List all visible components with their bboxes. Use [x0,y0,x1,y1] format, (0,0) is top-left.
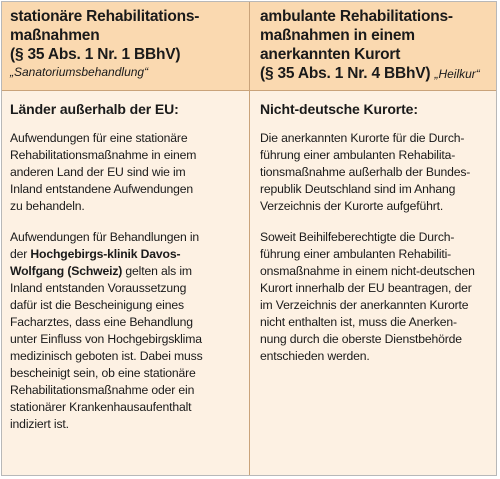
header-title-line [260,64,494,83]
text-line [10,246,244,263]
text-line: im Verzeichnis der anerkannten Kurorte [260,298,469,312]
text-line: tionsmaßnahme außerhalb der Bundes- [260,165,471,179]
text-line: anderen Land der EU sind wie im [10,165,186,179]
paragraph [260,229,494,365]
header-title-line: (§ 35 Abs. 1 Nr. 1 BBhV) [10,46,181,63]
header-title-line: anerkannten Kurort [260,46,401,63]
section-heading: Länder außerhalb der EU: [10,101,179,117]
text-line: zu behandeln. [10,199,85,213]
text-line: dafür ist die Bescheinigung eines [10,298,184,312]
text-line: nung durch die oberste Dienstbehörde [260,332,462,346]
text-line: medizinisch geboten ist. Dabei muss [10,349,203,363]
text-line: onsmaßnahme in einem nicht-deutschen [260,264,475,278]
header-paragraph-ref: (§ 35 Abs. 1 Nr. 4 BBhV) [260,65,431,82]
text-line: Facharztes, dass eine Behandlung [10,315,193,329]
clinic-name: Wolfgang (Schweiz) [10,264,123,278]
header-quote: „Sanatoriumsbehandlung“ [10,65,149,79]
text-line: führung einer ambulanten Rehabiliti- [260,247,452,261]
paragraph [260,130,494,215]
text-line: Rehabilitationsmaßnahme in einem [10,148,197,162]
text-line: republik Deutschland sind im Anhang [260,182,456,196]
header-title-line: maßnahmen [10,27,100,44]
text-line: indiziert ist. [10,417,69,431]
text-line: bescheinigt sein, ob eine stationäre [10,366,196,380]
header-title-line: ambulante Rehabilitations- [260,8,453,25]
text-line: Die anerkannten Kurorte für die Durch- [260,131,465,145]
text-line: entschieden werden. [260,349,370,363]
text-line: führung einer ambulanten Rehabilita- [260,148,456,162]
text-line: Verzeichnis der Kurorte aufgeführt. [260,199,444,213]
text-line: Kurort innerhalb der EU beantragen, der [260,281,472,295]
text-line: nicht enthalten ist, muss die Anerken- [260,315,457,329]
header-title-line: maßnahmen in einem [260,27,415,44]
text-fragment: gelten als im [122,264,192,278]
text-fragment: der [10,247,31,261]
text-line: unter Einfluss von Hochgebirgsklima [10,332,202,346]
header-cell-inpatient [10,7,244,80]
paragraph [10,229,244,433]
text-line: Rehabilitationsmaßnahme oder ein [10,383,195,397]
text-line: Inland entstanden Voraussetzung [10,281,187,295]
text-line [10,263,244,280]
text-line: Inland entstandene Aufwendungen [10,182,194,196]
header-quote: „Heilkur“ [434,67,480,81]
body-cell-right [260,100,494,379]
text-line: Aufwendungen für eine stationäre [10,131,188,145]
text-line: Aufwendungen für Behandlungen in [10,230,200,244]
body-cell-left [10,100,244,447]
column-divider [249,2,250,475]
header-cell-outpatient [260,7,494,83]
text-line: stationärer Krankenhausaufenthalt [10,400,192,414]
info-table [1,1,497,476]
paragraph [10,130,244,215]
section-heading: Nicht-deutsche Kurorte: [260,101,418,117]
header-title-line: stationäre Rehabilitations- [10,8,200,25]
text-line: Soweit Beihilfeberechtigte die Durch- [260,230,455,244]
clinic-name: Hochgebirgs-klinik Davos- [30,247,181,261]
